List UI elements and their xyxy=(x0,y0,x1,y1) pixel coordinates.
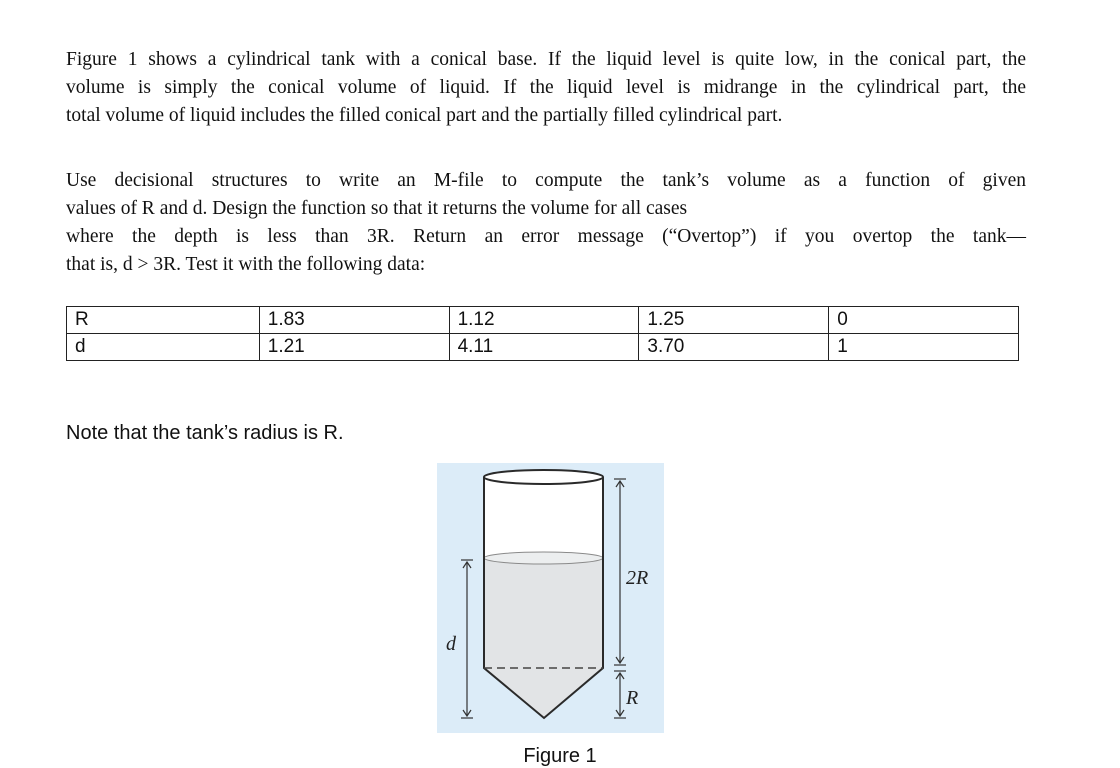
problem-paragraph-1 xyxy=(66,46,1026,130)
table-cell: 1.25 xyxy=(639,307,829,334)
table-cell: 1.83 xyxy=(259,307,449,334)
table-row xyxy=(67,307,1019,334)
table-cell: 1 xyxy=(829,334,1019,361)
paragraph-1-line-3: total volume of liquid includes the filled conical part and the partially filled cylindrical part. xyxy=(66,105,783,126)
table-cell: 1.12 xyxy=(449,307,639,334)
tank-rim xyxy=(484,470,603,484)
table-cell: 4.11 xyxy=(449,334,639,361)
paragraph-2-line-2: values of R and d. Design the function so that it returns the volume for all cases xyxy=(66,198,688,219)
paragraph-2-line-1: Use decisional structures to write an M-file to compute the tank’s volume as a function of given xyxy=(66,170,1026,191)
table-cell: d xyxy=(67,334,260,361)
table-cell: 1.21 xyxy=(259,334,449,361)
paragraph-1-line-1: Figure 1 shows a cylindrical tank with a conical base. If the liquid level is quite low, in the conical part, the xyxy=(66,49,1026,70)
table-cell: 0 xyxy=(829,307,1019,334)
tank-figure xyxy=(437,463,664,733)
paragraph-2-line-4: that is, d > 3R. Test it with the following data: xyxy=(66,254,426,275)
paragraph-1-line-2: volume is simply the conical volume of liquid. If the liquid level is midrange in the cylindrical part, the xyxy=(66,77,1026,98)
test-data-table xyxy=(66,306,1019,361)
label-d: d xyxy=(446,633,456,655)
table-cell: R xyxy=(67,307,260,334)
table-cell: 3.70 xyxy=(639,334,829,361)
radius-note: Note that the tank’s radius is R. xyxy=(66,422,344,444)
figure-caption: Figure 1 xyxy=(523,745,597,767)
table-row xyxy=(67,334,1019,361)
problem-paragraph-2 xyxy=(66,167,1026,279)
label-2r: 2R xyxy=(626,567,649,589)
paragraph-2-line-3: where the depth is less than 3R. Return an error message (“Overtop”) if you overtop the tank— xyxy=(66,226,1026,247)
liquid-surface xyxy=(484,552,603,564)
label-r: R xyxy=(626,687,639,709)
